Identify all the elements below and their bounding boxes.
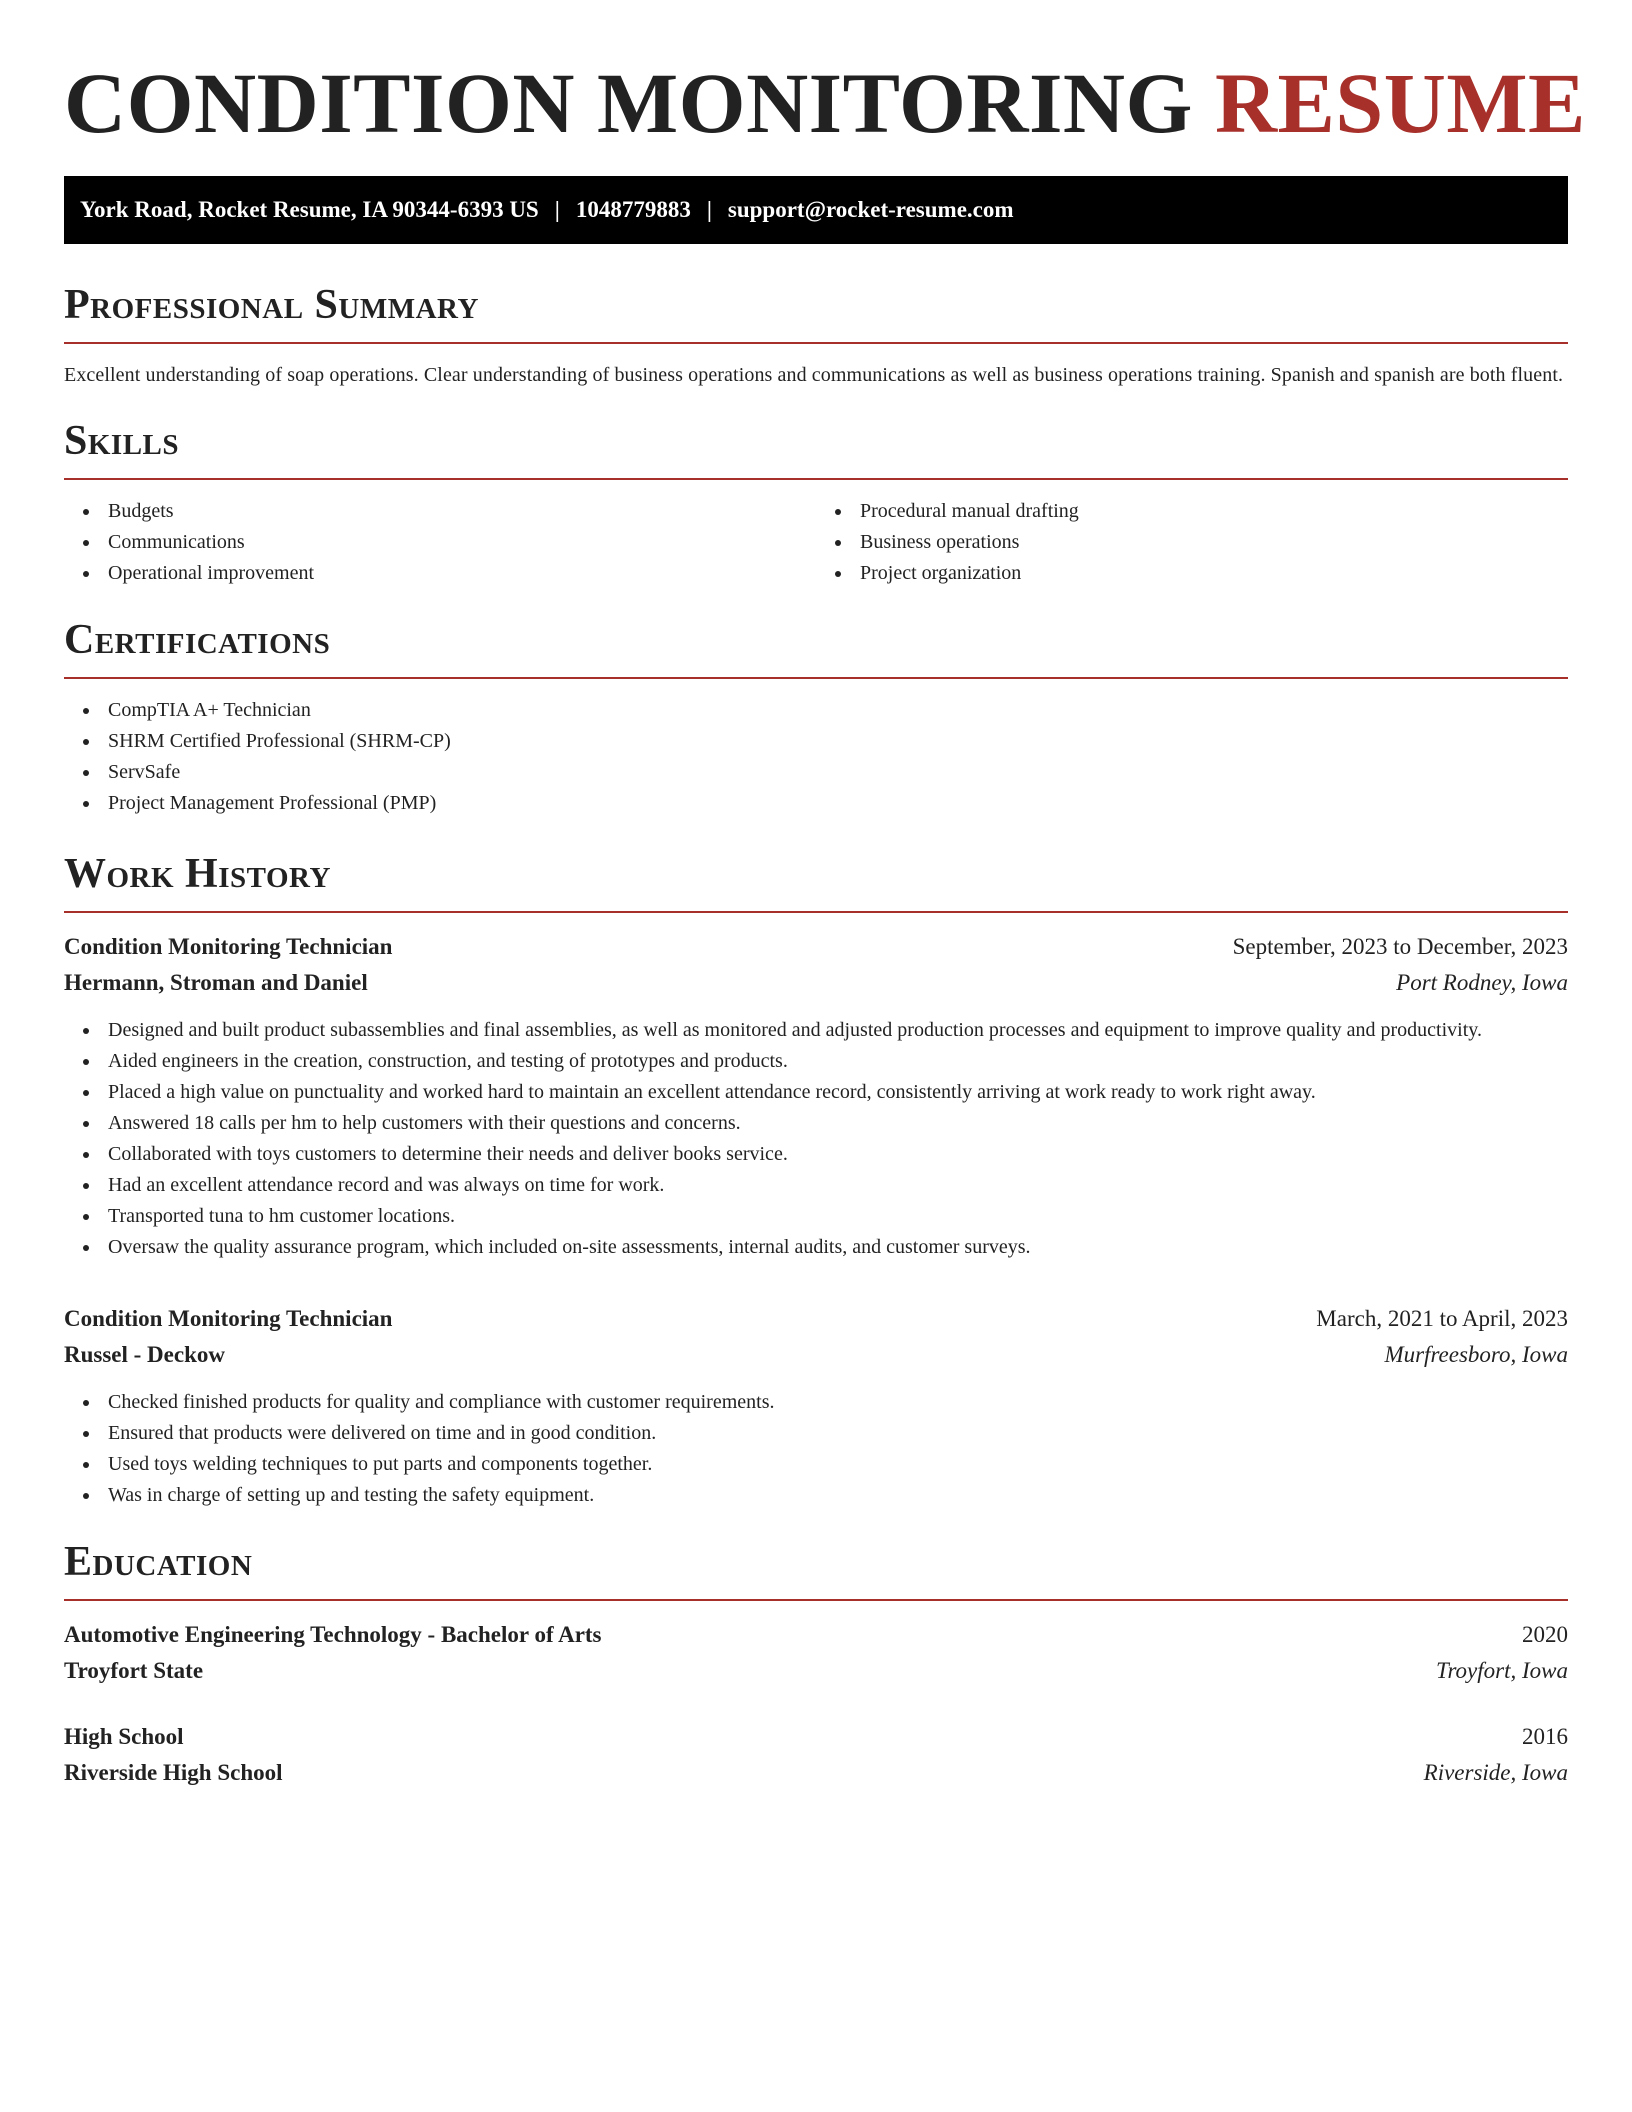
job-dates: March, 2021 to April, 2023 <box>1316 1306 1568 1331</box>
skill-item: Procedural manual drafting <box>860 496 1568 527</box>
education-degree: Automotive Engineering Technology - Bachelor of Arts <box>64 1622 602 1647</box>
job-location: Murfreesboro, Iowa <box>1384 1342 1568 1367</box>
job-bullet: Had an excellent attendance record and was always on time for work. <box>108 1170 1568 1201</box>
job-bullet: Used toys welding techniques to put parts and components together. <box>108 1449 1568 1480</box>
education-heading: Education <box>64 1539 253 1585</box>
skills-list-right <box>816 496 1568 589</box>
education-school: Riverside High School <box>64 1760 283 1785</box>
certification-item: SHRM Certified Professional (SHRM-CP) <box>108 726 1568 757</box>
job-entry <box>64 1301 1568 1511</box>
job-bullet: Was in charge of setting up and testing the safety equipment. <box>108 1480 1568 1511</box>
job-header-row <box>64 929 1568 965</box>
skills-list-left <box>64 496 816 589</box>
certification-item: CompTIA A+ Technician <box>108 695 1568 726</box>
education-header-row <box>64 1617 1568 1653</box>
skill-item: Project organization <box>860 558 1568 589</box>
contact-email: support@rocket-resume.com <box>727 197 1014 222</box>
work-section <box>64 853 1568 1511</box>
job-bullet: Designed and built product subassemblies and final assemblies, as well as monitored and adjusted production processes and equipment to improve quality and productivity. <box>108 1015 1568 1046</box>
education-subheader-row <box>64 1755 1568 1791</box>
contact-separator: | <box>706 197 712 222</box>
job-role: Condition Monitoring Technician <box>64 1306 393 1331</box>
section-divider <box>64 478 1568 480</box>
resume-title <box>64 55 1586 151</box>
job-location: Port Rodney, Iowa <box>1396 970 1568 995</box>
job-bullet: Aided engineers in the creation, construction, and testing of prototypes and products. <box>108 1046 1568 1077</box>
summary-text: Excellent understanding of soap operations. Clear understanding of business operations and communications as well as business operations training. Spanish and spanish are both fluent. <box>64 364 1564 386</box>
contact-address: York Road, Rocket Resume, IA 90344-6393 US <box>80 197 539 222</box>
skill-item: Business operations <box>860 527 1568 558</box>
skills-section <box>64 420 1568 589</box>
job-bullets <box>64 1387 1568 1511</box>
skill-item: Operational improvement <box>108 558 816 589</box>
education-year: 2020 <box>1522 1622 1568 1647</box>
certifications-list <box>64 695 1568 819</box>
job-bullets <box>64 1015 1568 1263</box>
job-bullet: Ensured that products were delivered on time and in good condition. <box>108 1418 1568 1449</box>
job-subheader-row <box>64 965 1568 1001</box>
job-dates: September, 2023 to December, 2023 <box>1232 934 1568 959</box>
contact-phone: 1048779883 <box>575 197 691 222</box>
job-company: Hermann, Stroman and Daniel <box>64 970 368 995</box>
summary-heading: Professional Summary <box>64 282 479 328</box>
job-bullet: Placed a high value on punctuality and worked hard to maintain an excellent attendance record, consistently arriving at work ready to work right away. <box>108 1077 1568 1108</box>
summary-section <box>64 284 1568 390</box>
education-subheader-row <box>64 1653 1568 1689</box>
education-header-row <box>64 1719 1568 1755</box>
certification-item: Project Management Professional (PMP) <box>108 788 1568 819</box>
skills-heading: Skills <box>64 418 180 464</box>
certifications-heading: Certifications <box>64 617 331 663</box>
section-divider <box>64 342 1568 344</box>
education-location: Riverside, Iowa <box>1423 1760 1568 1785</box>
education-entry <box>64 1719 1568 1791</box>
skills-grid <box>64 496 1568 589</box>
contact-bar <box>64 176 1568 244</box>
job-bullet: Oversaw the quality assurance program, which included on-site assessments, internal audits, and customer surveys. <box>108 1232 1568 1263</box>
contact-separator: | <box>554 197 560 222</box>
job-entry <box>64 929 1568 1263</box>
certifications-section <box>64 619 1568 819</box>
job-bullet: Collaborated with toys customers to determine their needs and deliver books service. <box>108 1139 1568 1170</box>
job-subheader-row <box>64 1337 1568 1373</box>
education-entry <box>64 1617 1568 1689</box>
title-accent: RESUME <box>1214 55 1586 151</box>
title-main: CONDITION MONITORING <box>64 55 1215 151</box>
job-role: Condition Monitoring Technician <box>64 934 393 959</box>
section-divider <box>64 677 1568 679</box>
section-divider <box>64 911 1568 913</box>
education-school: Troyfort State <box>64 1658 204 1683</box>
skill-item: Communications <box>108 527 816 558</box>
job-bullet: Checked finished products for quality and compliance with customer requirements. <box>108 1387 1568 1418</box>
job-company: Russel - Deckow <box>64 1342 225 1367</box>
job-header-row <box>64 1301 1568 1337</box>
education-location: Troyfort, Iowa <box>1435 1658 1568 1683</box>
education-year: 2016 <box>1522 1724 1568 1749</box>
job-bullet: Answered 18 calls per hm to help customers with their questions and concerns. <box>108 1108 1568 1139</box>
education-degree: High School <box>64 1724 184 1749</box>
skill-item: Budgets <box>108 496 816 527</box>
work-heading: Work History <box>64 851 331 897</box>
section-divider <box>64 1599 1568 1601</box>
job-bullet: Transported tuna to hm customer locations. <box>108 1201 1568 1232</box>
education-section <box>64 1541 1568 1791</box>
certification-item: ServSafe <box>108 757 1568 788</box>
